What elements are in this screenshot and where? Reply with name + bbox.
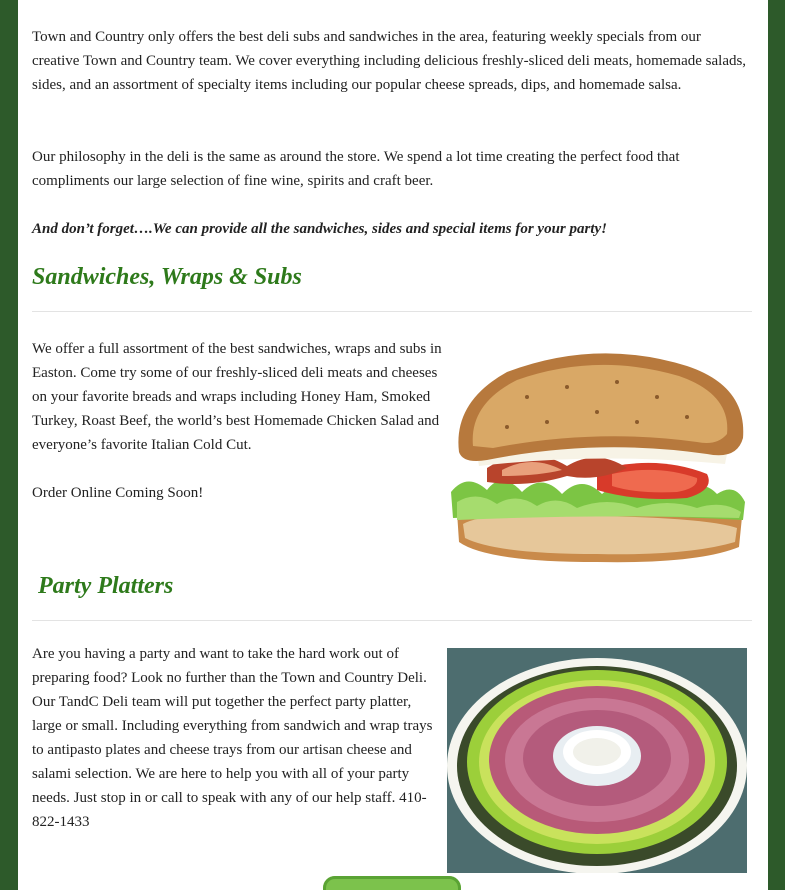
sandwich-image xyxy=(447,342,747,567)
divider xyxy=(32,620,752,621)
divider xyxy=(32,311,752,312)
content-page xyxy=(18,0,768,890)
order-online-note: Order Online Coming Soon! xyxy=(32,485,204,501)
platter-image xyxy=(447,648,747,873)
sandwiches-heading: Sandwiches, Wraps & Subs xyxy=(32,264,302,290)
sandwiches-description: We offer a full assortment of the best sandwiches, wraps and subs in Easton. Come try some of our freshly-sliced deli meats and cheeses on your favorite breads and wraps including Honey Ham, Smoked Turkey, Roast Beef, the world’s best Homemade Chicken Salad and everyone’s favorite Italian Cold Cut. xyxy=(32,341,442,453)
intro-paragraph: Town and Country only offers the best deli subs and sandwiches in the area, featuring weekly specials from our creative Town and Country team. We cover everything including delicious freshly-sliced deli meats, homemade salads, sides, and an assortment of specialty items including our popular cheese spreads, dips, and homemade salsa. xyxy=(32,29,747,93)
party-platters-heading: Party Platters xyxy=(38,573,174,599)
party-reminder: And don’t forget….We can provide all the sandwiches, sides and special items for your party! xyxy=(32,221,608,237)
platters-description: Are you having a party and want to take the hard work out of preparing food? Look no further than the Town and Country Deli. Our TandC Deli team will put together the perfect party platter, large or small. Including everything from sandwich and wrap trays to antipasto plates and cheese trays from our artisan cheese and salami selection. We are here to help you with all of your party needs. Just stop in or call to speak with any of our help staff. 410-822-1433 xyxy=(32,646,433,830)
bottom-action-button[interactable] xyxy=(323,876,461,890)
philosophy-paragraph: Our philosophy in the deli is the same as around the store. We spend a lot time creating the perfect food that compliments our large selection of fine wine, spirits and craft beer. xyxy=(32,149,680,189)
